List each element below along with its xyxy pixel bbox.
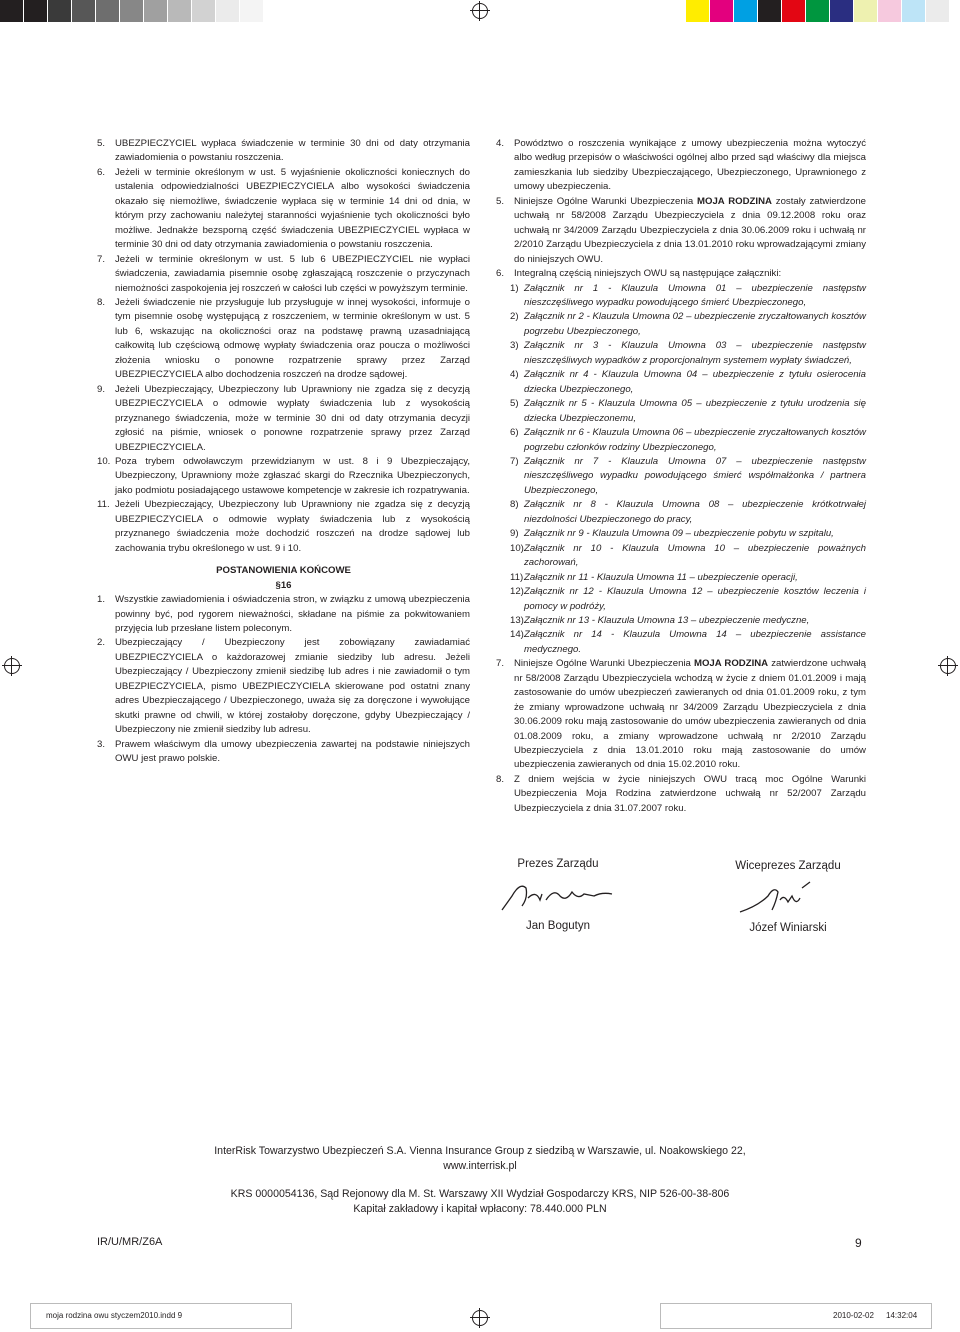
color-swatch <box>902 0 925 22</box>
color-swatch <box>878 0 901 22</box>
item-number: 3. <box>97 738 106 750</box>
section-paragraph-number: §16 <box>275 579 292 591</box>
item-number: 11) <box>510 571 524 583</box>
annex-item <box>496 368 866 397</box>
item-text: Załącznik nr 7 - Klauzula Umowna 07 – ubezpieczenie następstw nieszczęśliwego wypadku powodującego śmierć współmałżonka / partnera Ubezpieczonego, <box>524 455 866 496</box>
annex-item <box>496 282 866 311</box>
signatory-name: Jan Bogutyn <box>526 920 590 932</box>
company-address: InterRisk Towarzystwo Ubezpieczeń S.A. Vienna Insurance Group z siedzibą w Warszawie, ul. Noakowskiego 22, <box>214 1145 746 1157</box>
item-text: UBEZPIECZYCIEL wypłaca świadczenie w terminie 30 dni od daty otrzymania zawiadomienia o powstaniu roszczenia. <box>115 138 470 164</box>
slug-time: 14:32:04 <box>886 1311 918 1320</box>
signature-block-president <box>498 858 618 932</box>
item-number: 4) <box>510 369 519 381</box>
item-number: 11. <box>97 499 110 511</box>
item-number: 13) <box>510 614 524 626</box>
item-text: Załącznik nr 8 - Klauzula Umowna 08 – ubezpieczenie krótkotrwałej niezdolności Ubezpieczonego do pracy, <box>524 499 866 525</box>
handwritten-signature <box>498 874 618 914</box>
list-item <box>97 296 470 383</box>
color-swatch <box>686 0 709 22</box>
item-number: 10. <box>97 455 111 467</box>
item-text: Ubezpieczający / Ubezpieczony jest zobowiązany zawiadamiać UBEZPIECZYCIELA o każdorazowej zmianie siedziby lub adresu. Jeżeli Ubezpieczający / Ubezpieczony zmienił siedzibę lub adres i nie zawiadomił o tym UBEZPIECZYCIELA, pismo UBEZPIECZYCIELA skierowane pod ostatni znany adres Ubezpieczającego / Ubezpieczonego, uważa się za doręczone i wywołujące skutki prawne od chwili, w której zostałoby doręczone, gdyby Ubezpieczający / Ubezpieczony nie zmienił siedziby lub adresu. <box>115 637 470 736</box>
item-number: 2. <box>97 637 106 649</box>
list-item: 8. Z dniem wejścia w życie niniejszych OWU tracą moc Ogólne Warunki Ubezpieczenia Moja Rodzina zatwierdzone uchwałą nr 52/2007 Zarządu Ubezpieczyciela z dnia 31.07.2007 roku. <box>496 773 866 814</box>
item-number: 9) <box>510 528 519 540</box>
annex-item <box>496 571 866 585</box>
item-number: 6. <box>97 166 106 178</box>
color-swatch <box>854 0 877 22</box>
item-text: Załącznik nr 5 - Klauzula Umowna 05 – ubezpieczenie z tytułu urodzenia się dziecka Ubezpieczonemu, <box>524 398 866 424</box>
item-number: 9. <box>97 383 106 395</box>
item-number: 14) <box>510 629 524 641</box>
item-number: 8) <box>510 499 519 511</box>
right-column <box>496 137 866 816</box>
item-number: 1. <box>97 594 106 606</box>
color-swatch <box>240 0 263 22</box>
company-website: www.interrisk.pl <box>443 1160 517 1172</box>
annex-item <box>496 339 866 368</box>
list-item: 4. Powództwo o roszczenia wynikające z umowy ubezpieczenia można wytoczyć albo według przepisów o właściwości ogólnej albo przed sąd właściwy dla miejsca zamieszkania lub siedziby Ubezpieczającego, Ubezpieczonego, Uprawnionego z umowy ubezpieczenia. <box>496 138 866 193</box>
item-text: Jeżeli w terminie określonym w ust. 5 wyjaśnienie okoliczności koniecznych do ustalenia odpowiedzialności UBEZPIECZYCIELA albo wysokości świadczenia okazało się niemożliwe, świadczenie wypłaca się w terminie 14 dni od dnia, w którym przy zachowaniu należytej staranności wyjaśnienie tych okoliczności było możliwe. Jednakże bezsporną część świadczenia UBEZPIECZYCIEL wypłaca w terminie 30 dni od daty otrzymania zawiadomienia o powstaniu roszczenia. <box>115 166 470 251</box>
annex-item <box>496 498 866 527</box>
item-text: Załącznik nr 9 - Klauzula Umowna 09 – ubezpieczenie pobytu w szpitalu, <box>524 528 834 540</box>
signature-title: Wiceprezes Zarządu <box>735 860 841 872</box>
annex-item <box>496 455 866 498</box>
list-item <box>97 383 470 455</box>
list-item <box>97 137 470 166</box>
annex-item <box>496 614 866 628</box>
annex-item <box>496 426 866 455</box>
registration-mark-bottom <box>472 1310 488 1326</box>
item-text: Prawem właściwym dla umowy ubezpieczenia zawartej na podstawie niniejszych OWU jest prawo polskie. <box>115 738 470 765</box>
list-item <box>97 166 470 253</box>
list-item: 7. Niniejsze Ogólne Warunki Ubezpieczenia MOJA RODZINA zatwierdzone uchwałą nr 58/2008 Zarządu Ubezpieczyciela wchodzą w życie z dniem 01.01.2009 i mają zastosowanie do umów ubezpieczeń zawieranych od dnia 01.01.2009 roku, z tym że zmiany wprowadzone uchwałą nr 34/2009 Zarządu Ubezpieczyciela z dnia 30.06.2009 roku mają zastosowanie do umów ubezpieczenia zawieranych od dnia 01.08.2009 roku, a zmiany wprowadzone uchwałą nr 2/2010 Zarządu Ubezpieczyciela z dnia 13.01.2010 roku mają zastosowanie do umów ubezpieczenia zawieranych od dnia 15.02.2010 roku. <box>496 658 867 771</box>
signature-block-vice-president <box>728 860 848 934</box>
item-text: Załącznik nr 6 - Klauzula Umowna 06 – ubezpieczenie zryczałtowanych kosztów pogrzebu członków rodziny Ubezpieczonego, <box>524 427 866 453</box>
item-text: Jeżeli świadczenie nie przysługuje lub przysługuje w innej wysokości, informuje o tym pisemnie osobę występującą z roszczeniem, w terminie określonym w ust. 5 lub 6, wskazując na okoliczności oraz na podstawę prawną uzasadniającą całkowitą lub częściową odmowę wypłaty świadczenia oraz poucza o możliwości złożenia wniosku o ponowne rozpatrzenie sprawy przez Zarząd UBEZPIECZYCIELA albo dochodzenia roszczeń na drodze sądowej. <box>115 296 470 381</box>
color-swatch <box>72 0 95 22</box>
color-swatch <box>96 0 119 22</box>
color-swatch <box>192 0 215 22</box>
section-heading: POSTANOWIENIA KOŃCOWE <box>216 565 351 577</box>
annex-item <box>496 542 866 571</box>
color-swatch <box>926 0 949 22</box>
color-swatch <box>710 0 733 22</box>
item-number: 12) <box>510 586 524 598</box>
item-text: Załącznik nr 3 - Klauzula Umowna 03 – ubezpieczenie następstw nieszczęśliwych wypadków z proporcjonalnym systemem wypłaty świadczeń, <box>524 340 866 366</box>
color-swatch <box>120 0 143 22</box>
item-text: Załącznik nr 2 - Klauzula Umowna 02 – ubezpieczenie zryczałtowanych kosztów pogrzebu Ubezpieczonego, <box>524 311 866 337</box>
item-text: Załącznik nr 14 - Klauzula Umowna 14 – ubezpieczenie assistance medycznego. <box>524 629 866 655</box>
list-item: 6. Integralną częścią niniejszych OWU są następujące załączniki: <box>496 268 782 280</box>
grayscale-color-bar <box>0 0 264 22</box>
color-swatch <box>168 0 191 22</box>
item-number: 2) <box>510 311 519 323</box>
color-swatch <box>144 0 167 22</box>
list-item: 5. Niniejsze Ogólne Warunki Ubezpieczenia MOJA RODZINA zostały zatwierdzone uchwałą nr 58/2008 Zarządu Ubezpieczyciela z dnia 09.12.2008 roku oraz uchwałą nr 34/2009 Zarządu Ubezpieczyciela z dnia 30.06.2009 roku i uchwałą nr 2/2010 Zarządu Ubezpieczyciela z dnia 13.01.2010 roku wprowadzającymi zmiany do niniejszych OWU. <box>496 195 867 265</box>
item-text: Załącznik nr 10 - Klauzula Umowna 10 – ubezpieczenie poważnych zachorowań, <box>524 542 866 569</box>
color-swatch <box>216 0 239 22</box>
annex-item <box>496 585 866 614</box>
color-swatch <box>758 0 781 22</box>
item-text: Poza trybem odwoławczym przewidzianym w ust. 8 i 9 Ubezpieczający, Ubezpieczony, Uprawniony może zgłaszać skargi do Rzecznika Ubezpieczonych, jako podmiotu posiadającego ustawowe kompetencje w zakresie ich rozpatrywania. <box>115 455 470 496</box>
registration-mark-top <box>472 3 488 19</box>
annex-item <box>496 397 866 426</box>
list-item <box>97 455 470 498</box>
list-item <box>97 593 470 636</box>
list-item <box>97 738 470 767</box>
item-text: Załącznik nr 13 - Klauzula Umowna 13 – ubezpieczenie medyczne, <box>524 614 810 626</box>
item-number: 10) <box>510 542 524 554</box>
registration-mark-right <box>940 658 956 674</box>
slug-filename: moja rodzina owu styczem2010.indd 9 <box>46 1311 183 1320</box>
list-item <box>97 498 470 556</box>
list-item <box>97 253 470 296</box>
color-swatch <box>830 0 853 22</box>
annex-item <box>496 628 866 657</box>
item-text: Jeżeli Ubezpieczający, Ubezpieczony lub Uprawniony nie zgadza się z decyzją UBEZPIECZYCIELA o odmowie wypłaty świadczenia lub z wysokością przyznanego świadczenia, może w terminie 30 dni od daty otrzymania decyzji zgłosić na piśmie, wniosek o ponowne rozpatrzenie sprawy przez Zarząd UBEZPIECZYCIELA. <box>115 383 470 453</box>
cmyk-color-bar <box>686 0 950 22</box>
item-text: Załącznik nr 1 - Klauzula Umowna 01 – ubezpieczenie następstw nieszczęśliwego wypadku powodującego śmierć Ubezpieczonego, <box>524 282 866 308</box>
item-number: 7. <box>97 253 106 265</box>
page-number: 9 <box>855 1236 862 1250</box>
color-swatch <box>734 0 757 22</box>
company-capital: Kapitał zakładowy i kapitał wpłacony: 78.440.000 PLN <box>353 1203 607 1215</box>
item-text: Załącznik nr 4 - Klauzula Umowna 04 – ubezpieczenie z tytułu osierocenia dziecka Ubezpieczonego, <box>524 369 866 395</box>
color-swatch <box>24 0 47 22</box>
slug-date: 2010-02-02 <box>833 1311 874 1320</box>
document-code: IR/U/MR/Z6A <box>97 1236 163 1248</box>
item-number: 8. <box>97 296 106 308</box>
item-text: Jeżeli Ubezpieczający, Ubezpieczony lub Uprawniony nie zgadza się z decyzją UBEZPIECZYCIELA o odmowie wypłaty świadczenia lub z wysokością przyznanego świadczenia może dochodzić roszczeń na drodze sądowej lub zachowania trybu określonego w ust. 9 i 10. <box>115 499 470 554</box>
item-text: Jeżeli w terminie określonym w ust. 5 lub 6 UBEZPIECZYCIEL nie wypłaci świadczenia, zawiadamia pisemnie osobę zgłaszającą roszczenie o przyczynach niemożności zaspokojenia jej roszczeń w całości lub części w powyższym terminie. <box>115 253 470 294</box>
signature-title: Prezes Zarządu <box>517 858 599 870</box>
color-swatch <box>782 0 805 22</box>
color-swatch <box>48 0 71 22</box>
company-registration: KRS 0000054136, Sąd Rejonowy dla M. St. Warszawy XII Wydział Gospodarczy KRS, NIP 526-00-38-806 <box>230 1188 730 1200</box>
item-number: 7) <box>510 455 519 467</box>
list-item <box>97 636 470 737</box>
annex-item <box>496 310 866 339</box>
left-column <box>97 137 470 766</box>
handwritten-signature <box>728 876 848 916</box>
item-text: Załącznik nr 11 - Klauzula Umowna 11 – ubezpieczenie operacji, <box>524 571 798 583</box>
item-number: 5) <box>510 398 519 410</box>
signatory-name: Józef Winiarski <box>749 922 827 934</box>
item-number: 3) <box>510 340 519 352</box>
item-number: 5. <box>97 138 106 149</box>
item-text: Wszystkie zawiadomienia i oświadczenia stron, w związku z umową ubezpieczenia powinny być, pod rygorem nieważności, składane na piśmie za pokwitowaniem przyjęcia lub przesłane listem poleconym. <box>115 594 470 634</box>
registration-mark-left <box>4 658 20 674</box>
color-swatch <box>0 0 23 22</box>
annex-item <box>496 527 866 541</box>
color-swatch <box>806 0 829 22</box>
item-text: Załącznik nr 12 - Klauzula Umowna 12 – ubezpieczenie kosztów leczenia i pomocy w podróży, <box>524 586 866 612</box>
annex-list <box>496 282 866 658</box>
item-number: 1) <box>510 282 519 294</box>
item-number: 6) <box>510 427 519 439</box>
